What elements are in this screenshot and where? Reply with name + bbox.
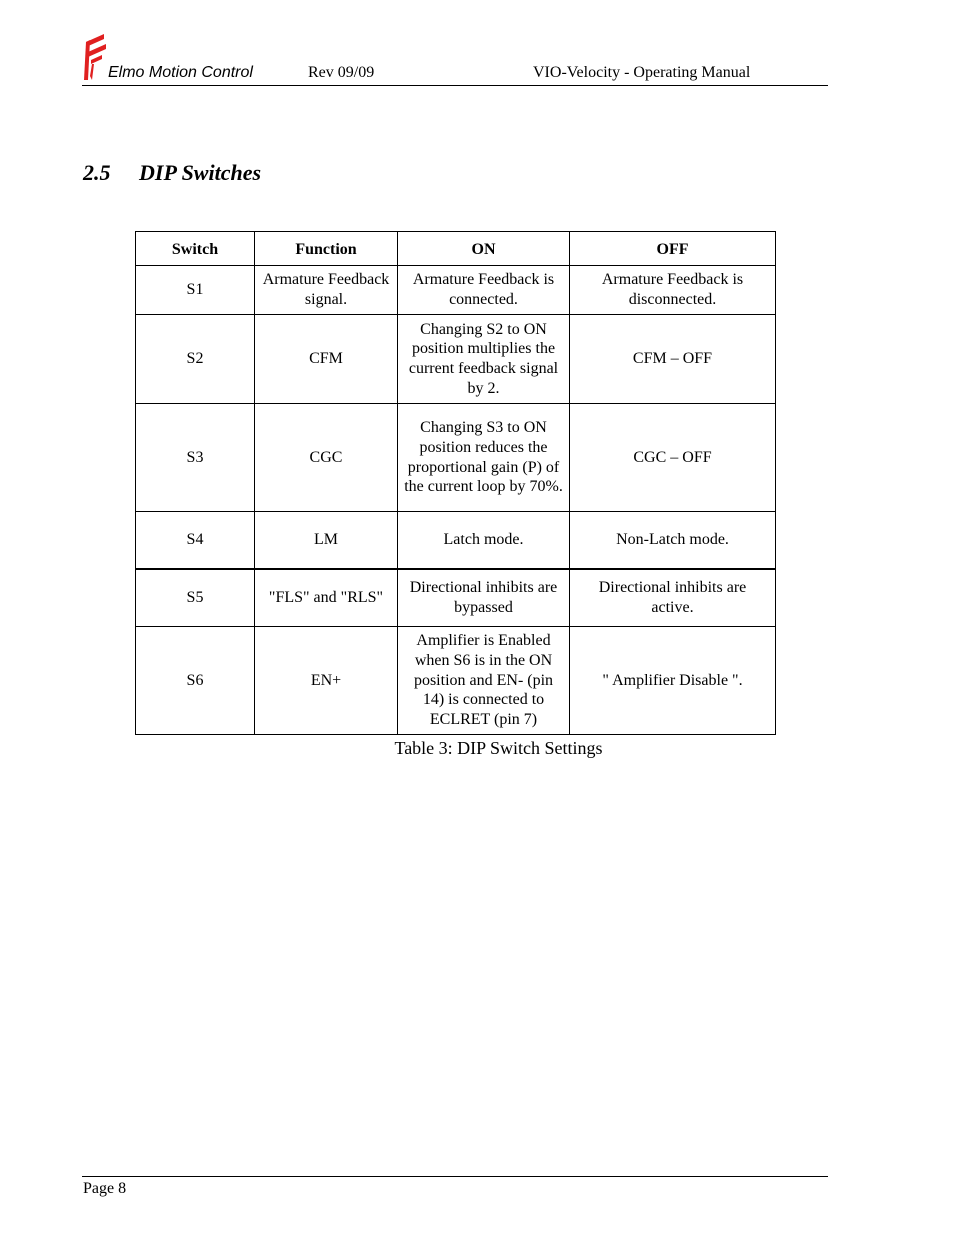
cell-switch: S1 — [136, 266, 255, 315]
cell-switch: S3 — [136, 404, 255, 512]
table-caption: Table 3: DIP Switch Settings — [394, 738, 603, 758]
table-row — [136, 627, 776, 735]
cell-switch: S4 — [136, 512, 255, 570]
manual-title: VIO-Velocity - Operating Manual — [533, 64, 751, 81]
cell-off: Armature Feedback is disconnected. — [570, 266, 776, 315]
dip-switch-table — [135, 231, 776, 735]
section-number: 2.5 — [83, 160, 111, 185]
cell-on: Amplifier is Enabled when S6 is in the ON position and EN- (pin 14) is connected to ECLRET (pin 7) — [398, 627, 570, 735]
table-header-row — [136, 232, 776, 266]
table-row — [136, 266, 776, 315]
cell-on: Directional inhibits are bypassed — [398, 569, 570, 627]
cell-function: CFM — [255, 315, 398, 404]
elmo-logo-icon — [82, 34, 110, 80]
cell-function: Armature Feedback signal. — [255, 266, 398, 315]
table-row — [136, 315, 776, 404]
page-footer — [82, 1176, 828, 1197]
section-heading — [83, 160, 261, 186]
cell-on: Latch mode. — [398, 512, 570, 570]
company-name: Elmo Motion Control — [108, 64, 253, 81]
cell-on: Changing S2 to ON position multiplies the current feedback signal by 2. — [398, 315, 570, 404]
cell-switch: S6 — [136, 627, 255, 735]
cell-function: CGC — [255, 404, 398, 512]
cell-off: CGC – OFF — [570, 404, 776, 512]
table-row — [136, 569, 776, 627]
cell-function: EN+ — [255, 627, 398, 735]
cell-on: Armature Feedback is connected. — [398, 266, 570, 315]
cell-off: Directional inhibits are active. — [570, 569, 776, 627]
cell-off: CFM – OFF — [570, 315, 776, 404]
cell-function: "FLS" and "RLS" — [255, 569, 398, 627]
header-on: ON — [398, 232, 570, 266]
cell-function: LM — [255, 512, 398, 570]
page-header — [82, 34, 828, 86]
cell-switch: S2 — [136, 315, 255, 404]
table-row — [136, 404, 776, 512]
page-number: Page 8 — [83, 1180, 127, 1197]
cell-switch: S5 — [136, 569, 255, 627]
section-title: DIP Switches — [139, 160, 262, 185]
cell-off: Non-Latch mode. — [570, 512, 776, 570]
header-function: Function — [255, 232, 398, 266]
cell-off: " Amplifier Disable ". — [570, 627, 776, 735]
header-switch: Switch — [136, 232, 255, 266]
header-off: OFF — [570, 232, 776, 266]
table-row — [136, 512, 776, 570]
cell-on: Changing S3 to ON position reduces the proportional gain (P) of the current loop by 70%. — [398, 404, 570, 512]
revision: Rev 09/09 — [308, 64, 375, 81]
